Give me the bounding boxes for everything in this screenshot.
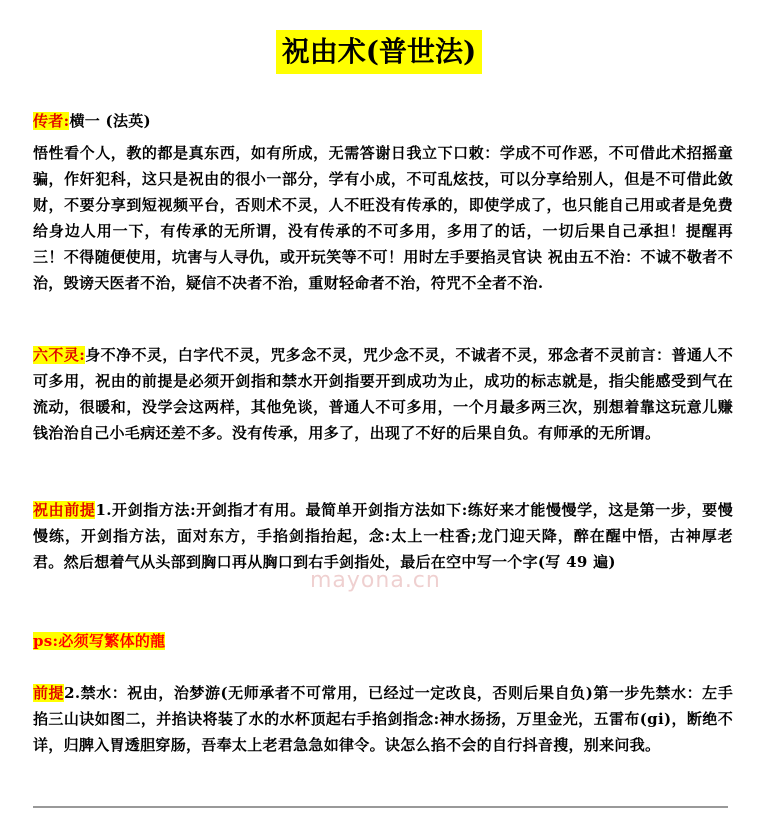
transmitter-name: 横一 (法英) [69,112,151,130]
premise2-paragraph [33,680,733,758]
page-title: 祝由术(普世法) [276,30,483,74]
title-wrap [0,30,758,74]
six-not-text: 身不净不灵，白字代不灵，咒多念不灵，咒少念不灵，不诚者不灵，邪念者不灵前言：普通人不可多用，祝由的前提是必须开剑指和禁水开剑指要开到成功为止，成功的标志就是，指尖能感受到气在流动，很暖和，没学会这两样，其他免谈，普通人不可多用，一个月最多两三次，别想着靠这玩意儿赚钱治治自己小毛病还差不多。没有传承，用多了，出现了不好的后果自负。有师承的无所谓。 [33,346,733,442]
intro-paragraph: 悟性看个人，教的都是真东西，如有所成，无需答谢日我立下口敕：学成不可作恶，不可借此术招摇童骗，作奸犯科，这只是祝由的很小一部分，学有小成，不可乱炫技，可以分享给别人，但是不可借此敛财，不要分享到短视频平台，否则术不灵，人不旺没有传承的，即使学成了，也只能自己用或者是免费给身边人用一下，有传承的无所谓，没有传承的不可多用，多用了的话，一切后果自己承担！提醒再三！不得随便使用，坑害与人寻仇，或开玩笑等不可！用时左手要掐灵官诀 祝由五不治：不诚不敬者不治，毁谤天医者不治，疑信不决者不治，重财轻命者不治，符咒不全者不治. [33,144,733,292]
premise1-text: 1.开剑指方法:开剑指才有用。最简单开剑指方法如下:练好来才能慢慢学，这是第一步，要慢慢练，开剑指方法，面对东方，手掐剑指抬起，念:太上一柱香;龙门迎天降，醉在醒中悟，古神厚老君。然后想着气从头部到胸口再从胸口到右手剑指处，最后在空中写一个字(写 49 遍) [33,501,734,571]
premise1-paragraph [33,497,733,575]
watermark: mayona.cn [310,568,441,593]
six-not-label: 六不灵: [33,346,86,364]
transmitter-line [33,108,733,134]
premise2-text: 2.禁水：祝由，治梦游(无师承者不可常用，已经过一定改良，否则后果自负)第一步先禁水：左手掐三山诀如图二，并掐诀将装了水的水杯顶起右手掐剑指念:神水扬扬，万里金光，五雷布(gi)，断绝不详，归脾入胃透胆穿肠，吾奉太上老君急急如律令。诀怎么掐不会的自行抖音搜，别来问我。 [33,684,733,754]
ps-line [33,628,733,654]
premise1-label: 祝由前提 [33,501,96,519]
ps-note: ps:必须写繁体的龍 [33,632,166,650]
premise2-label: 前提 [33,684,65,702]
transmitter-label: 传者: [33,112,70,130]
six-not-paragraph [33,342,733,446]
divider-line [33,806,728,808]
